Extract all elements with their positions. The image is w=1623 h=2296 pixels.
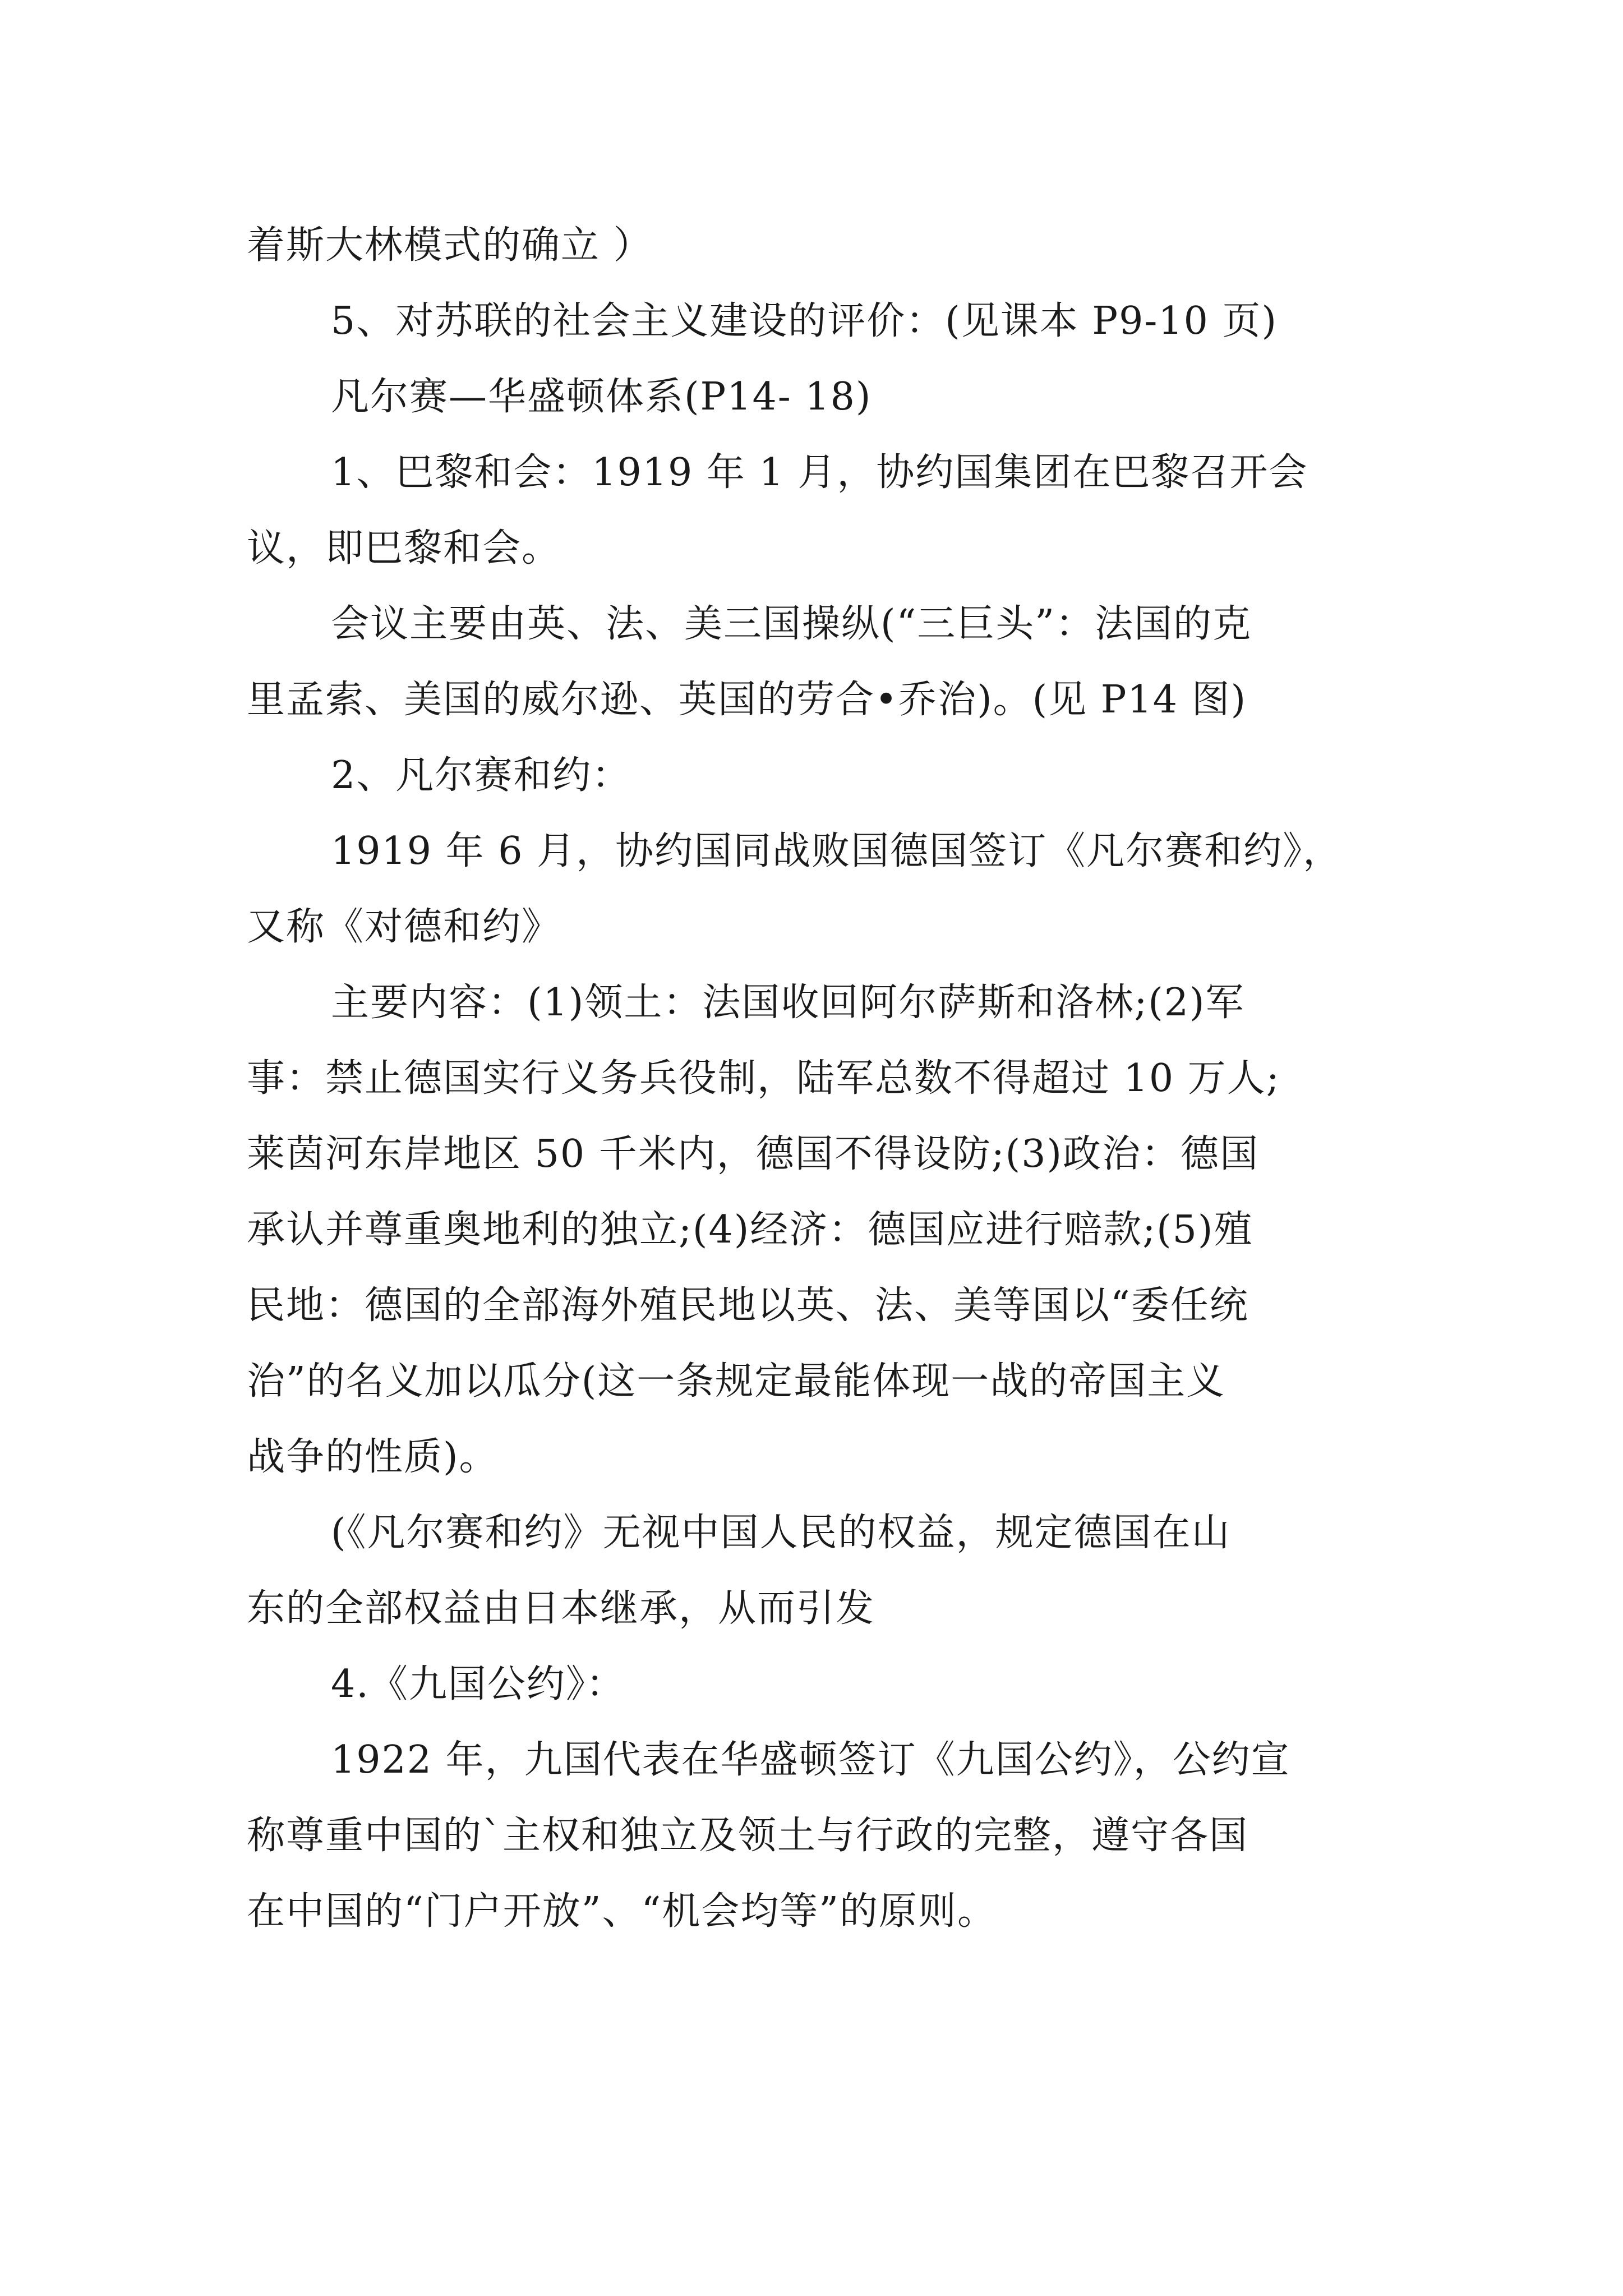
text-line: 又称《对德和约》 [247,905,561,949]
heading-versailles-treaty [247,738,1391,813]
paragraph-stalin-model [247,208,1391,283]
paragraph-main-contents [247,965,1391,1495]
text-line: 1922 年，九国代表在华盛顿签订《九国公约》，公约宣 [331,1738,1290,1782]
paragraph-treaty-signing [247,813,1391,965]
section-heading-versailles-washington [247,359,1391,435]
text-line: (《凡尔赛和约》无视中国人民的权益，规定德国在山 [331,1511,1231,1555]
text-line: 5、对苏联的社会主义建设的评价：(见课本 P9-10 页) [331,299,1278,343]
text-line: 凡尔赛—华盛顿体系(P14- 18) [331,375,872,419]
text-line: 1、巴黎和会：1919 年 1 月，协约国集团在巴黎召开会 [331,450,1308,495]
text-line: 会议主要由英、法、美三国操纵(“三巨头”：法国的克 [331,602,1252,646]
paragraph-soviet-evaluation [247,283,1391,359]
text-line: 东的全部权益由日本继承，从而引发 [247,1586,875,1631]
text-line: 主要内容：(1)领土：法国收回阿尔萨斯和洛林;(2)军 [331,981,1245,1025]
paragraph-big-three [247,586,1391,738]
text-line: 在中国的“门户开放”、“机会均等”的原则。 [247,1889,997,1934]
text-line: 里孟索、美国的威尔逊、英国的劳合•乔治)。(见 P14 图) [247,678,1247,722]
paragraph-china-rights [247,1495,1391,1646]
text-line: 治”的名义加以瓜分(这一条规定最能体现一战的帝国主义 [247,1359,1226,1404]
text-line: 事：禁止德国实行义务兵役制，陆军总数不得超过 10 万人; [247,1056,1280,1101]
text-line: 战争的性质)。 [247,1435,499,1479]
document-body [247,208,1391,1949]
text-line: 民地：德国的全部海外殖民地以英、法、美等国以“委任统 [247,1283,1249,1328]
paragraph-paris-conference [247,435,1391,586]
text-line: 称尊重中国的`主权和独立及领土与行政的完整，遵守各国 [247,1814,1249,1858]
text-line: 1919 年 6 月，协约国同战败国德国签订《凡尔赛和约》， [331,829,1343,873]
paragraph-nine-power-contents [247,1722,1391,1949]
text-line: 承认并尊重奥地利的独立;(4)经济：德国应进行赔款;(5)殖 [247,1208,1253,1252]
text-line: 莱茵河东岸地区 50 千米内，德国不得设防;(3)政治：德国 [247,1132,1259,1176]
text-line: 4.《九国公约》： [331,1662,625,1706]
text-line: 着斯大林模式的确立 ） [247,223,653,268]
text-line: 议，即巴黎和会。 [247,526,561,570]
heading-nine-power-treaty [247,1646,1391,1722]
text-line: 2、凡尔赛和约： [331,753,631,798]
